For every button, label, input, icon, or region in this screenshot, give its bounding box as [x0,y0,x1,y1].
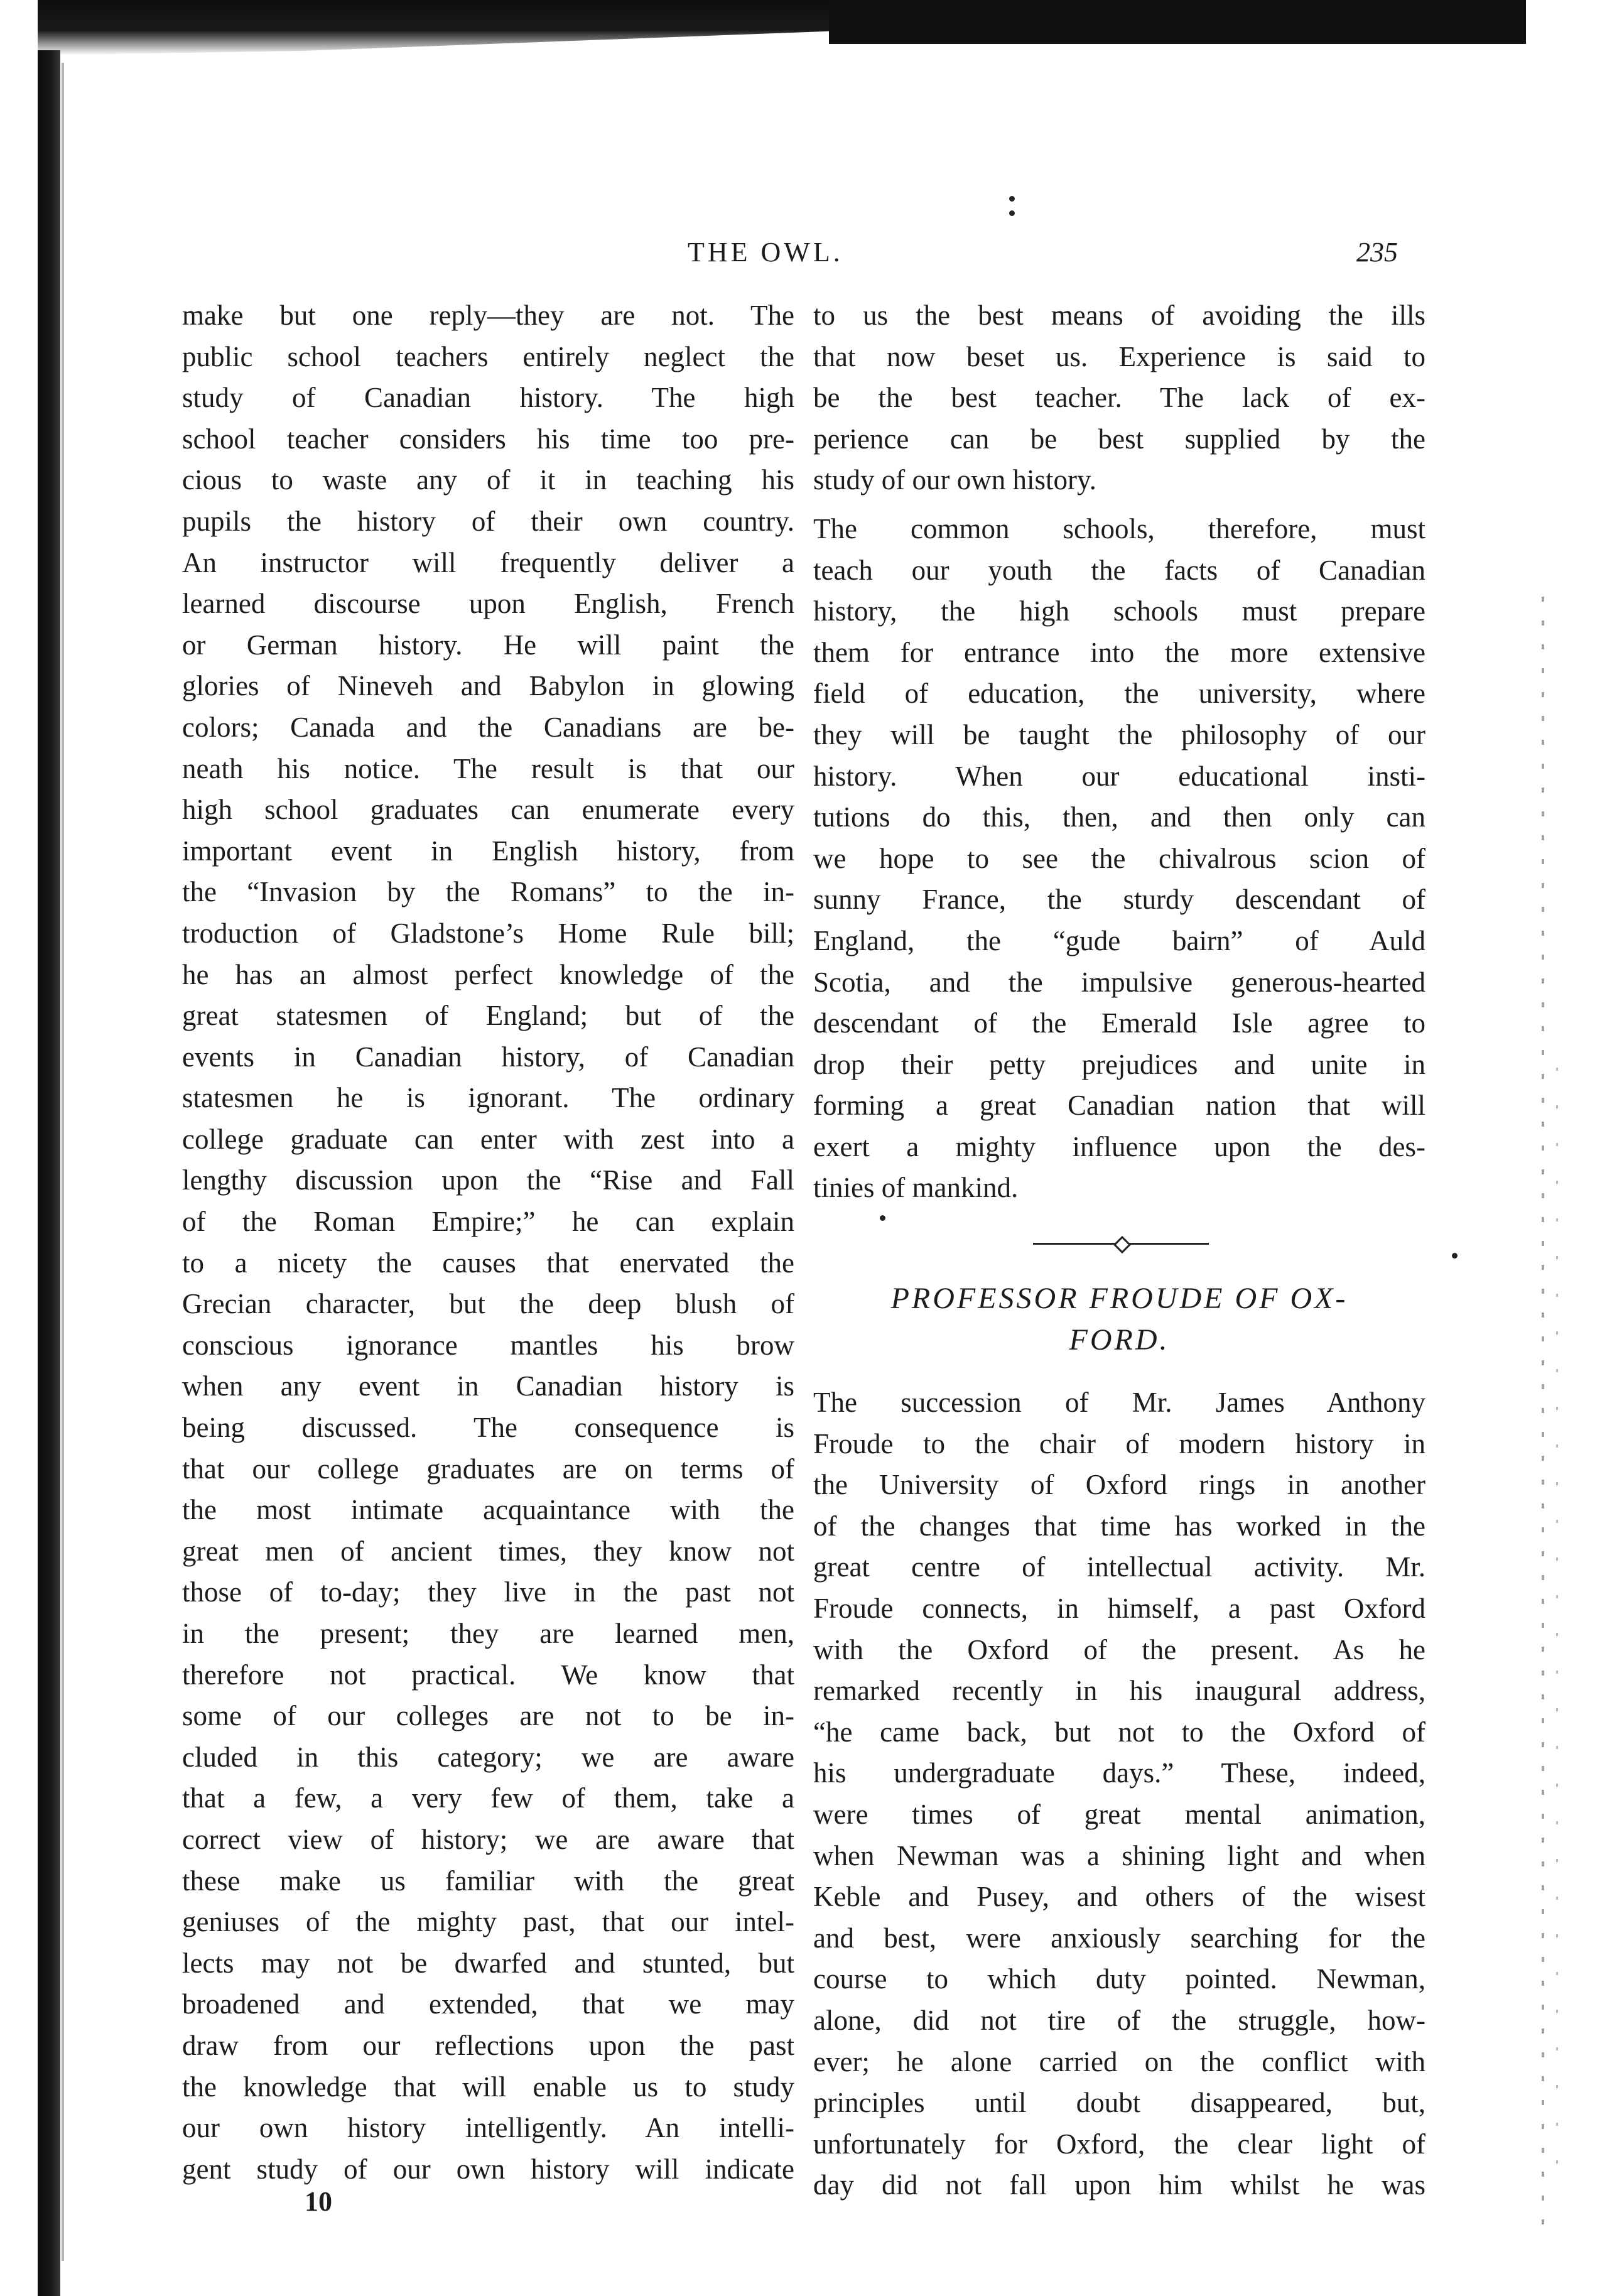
scan-top-edge-band [829,0,1526,44]
text-line: these make us familiar with the great [182,1865,794,1897]
text-line: alone, did not tire of the struggle, how- [813,2004,1425,2036]
text-line: correct view of history; we are aware that [182,1823,794,1855]
text-line: our own history intelligently. An intelli- [182,2112,794,2144]
text-line: with the Oxford of the present. As he [813,1633,1425,1665]
text-line: Froude connects, in himself, a past Oxford [813,1593,1425,1625]
text-line: lengthy discussion upon the “Rise and Fall [182,1164,794,1196]
text-line: An instructor will frequently deliver a [182,546,794,578]
text-line: that our college graduates are on terms of [182,1453,794,1485]
text-line: history. When our educational insti- [813,760,1425,792]
text-line: troduction of Gladstone’s Home Rule bill; [182,917,794,949]
scan-right-margin-noise-2 [1556,1068,1558,2198]
text-line: to a nicety the causes that enervated the [182,1247,794,1279]
text-line: perience can be best supplied by the [813,423,1425,455]
paragraph-gap [813,501,1425,509]
text-line: they will be taught the philosophy of our [813,718,1425,750]
text-line: make but one reply—they are not. The [182,300,794,331]
text-line: high school graduates can enumerate every [182,794,794,826]
text-line: teach our youth the facts of Canadian [813,554,1425,586]
text-line: the knowledge that will enable us to study [182,2071,794,2103]
text-line: remarked recently in his inaugural address, [813,1675,1425,1707]
text-line: Froude to the chair of modern history in [813,1427,1425,1459]
text-line: that now beset us. Experience is said to [813,340,1425,372]
text-line: tinies of mankind. [813,1172,1019,1204]
text-line: unfortunately for Oxford, the clear light of [813,2128,1425,2160]
text-line: being discussed. The consequence is [182,1412,794,1444]
text-line: neath his notice. The result is that our [182,752,794,784]
text-line: The common schools, therefore, must [813,512,1425,544]
text-line: the “Invasion by the Romans” to the in- [182,876,794,908]
text-line: colors; Canada and the Canadians are be- [182,711,794,743]
text-line: Grecian character, but the deep blush of [182,1288,794,1320]
text-line: conscious ignorance mantles his brow [182,1329,794,1361]
text-line: draw from our reflections upon the past [182,2029,794,2061]
scan-binding-hairline [62,63,64,2261]
text-line: day did not fall upon him whilst he was [813,2169,1425,2201]
text-line: school teacher considers his time too pre- [182,423,794,455]
text-line: gent study of our own history will indicate [182,2153,794,2185]
text-line: tutions do this, then, and then only can [813,801,1425,833]
section-separator [813,1221,1425,1265]
text-line: exert a mighty influence upon the des- [813,1130,1425,1162]
signature-mark: 10 [305,2186,332,2217]
text-line: history, the high schools must prepare [813,595,1425,627]
scan-speck [1009,210,1015,216]
text-line: college graduate can enter with zest into a [182,1123,794,1155]
text-line: great men of ancient times, they know not [182,1535,794,1567]
text-line: his undergraduate days.” These, indeed, [813,1757,1425,1789]
paragraph-common-schools [813,509,1425,1209]
text-line: he has an almost perfect knowledge of the [182,958,794,990]
text-line: geniuses of the mighty past, that our intel- [182,1906,794,1938]
text-line: that a few, a very few of them, take a [182,1782,794,1814]
text-line: cious to waste any of it in teaching his [182,464,794,496]
text-line: were times of great mental animation, [813,1799,1425,1830]
scan-binding-shadow [38,50,60,2296]
text-line: or German history. He will paint the [182,629,794,661]
text-line: great centre of intellectual activity. Mr. [813,1551,1425,1583]
text-line: study of our own history. [813,464,1096,496]
text-line: events in Canadian history, of Canadian [182,1041,794,1073]
scan-speck [1009,196,1015,202]
left-column [182,295,794,2190]
text-line: and best, were anxiously searching for the [813,1922,1425,1954]
text-line: we hope to see the chivalrous scion of [813,842,1425,874]
text-line: cluded in this category; we are aware [182,1741,794,1773]
text-line: principles until doubt disappeared, but, [813,2087,1425,2119]
text-line: field of education, the university, where [813,678,1425,710]
text-line: to us the best means of avoiding the ills [813,300,1425,331]
text-line: public school teachers entirely neglect the [182,340,794,372]
article-title-line: PROFESSOR FROUDE OF OX- [890,1282,1348,1316]
text-line: glories of Nineveh and Babylon in glowing [182,670,794,702]
text-line: study of Canadian history. The high [182,382,794,414]
paragraph-froude [813,1382,1425,2206]
text-line: important event in English history, from [182,835,794,867]
text-line: pupils the history of their own country. [182,505,794,537]
text-line: of the Roman Empire;” he can explain [182,1206,794,1238]
text-line: statesmen he is ignorant. The ordinary [182,1082,794,1114]
right-column [813,295,1425,2206]
text-line: forming a great Canadian nation that will [813,1090,1425,1122]
text-line: be the best teacher. The lack of ex- [813,382,1425,414]
text-line: therefore not practical. We know that [182,1659,794,1691]
article-title [813,1278,1425,1361]
scan-speck [1452,1253,1458,1259]
text-line: descendant of the Emerald Isle agree to [813,1007,1425,1039]
text-line: ever; he alone carried on the conflict with [813,2045,1425,2077]
text-line: of the changes that time has worked in the [813,1510,1425,1542]
text-line: learned discourse upon English, French [182,588,794,620]
text-line: drop their petty prejudices and unite in [813,1048,1425,1080]
text-line: those of to-day; they live in the past not [182,1576,794,1608]
text-line: broadened and extended, that we may [182,1988,794,2020]
article-title-line: FORD. [1069,1323,1170,1357]
text-line: lects may not be dwarfed and stunted, but [182,1947,794,1979]
text-line: Keble and Pusey, and others of the wisest [813,1881,1425,1913]
text-line: the most intimate acquaintance with the [182,1494,794,1526]
text-line: in the present; they are learned men, [182,1618,794,1649]
running-head [0,234,1612,271]
page-title: THE OWL. [688,237,843,268]
text-line: England, the “gude bairn” of Auld [813,924,1425,956]
paragraph-conclusion [813,295,1425,501]
text-line: great statesmen of England; but of the [182,1000,794,1032]
text-line: when Newman was a shining light and when [813,1839,1425,1871]
separator-diamond-ornament [1113,1236,1131,1254]
scan-right-margin-noise [1542,597,1544,2229]
text-line: when any event in Canadian history is [182,1370,794,1402]
text-line: Scotia, and the impulsive generous-hearted [813,966,1425,998]
text-line: them for entrance into the more extensive [813,636,1425,668]
text-line: some of our colleges are not to be in- [182,1700,794,1732]
text-line: sunny France, the sturdy descendant of [813,884,1425,916]
text-line: the University of Oxford rings in another [813,1469,1425,1501]
text-line: course to which duty pointed. Newman, [813,1963,1425,1995]
text-line: The succession of Mr. James Anthony [813,1387,1425,1419]
page-number: 235 [1356,237,1398,268]
text-line: “he came back, but not to the Oxford of [813,1716,1425,1748]
